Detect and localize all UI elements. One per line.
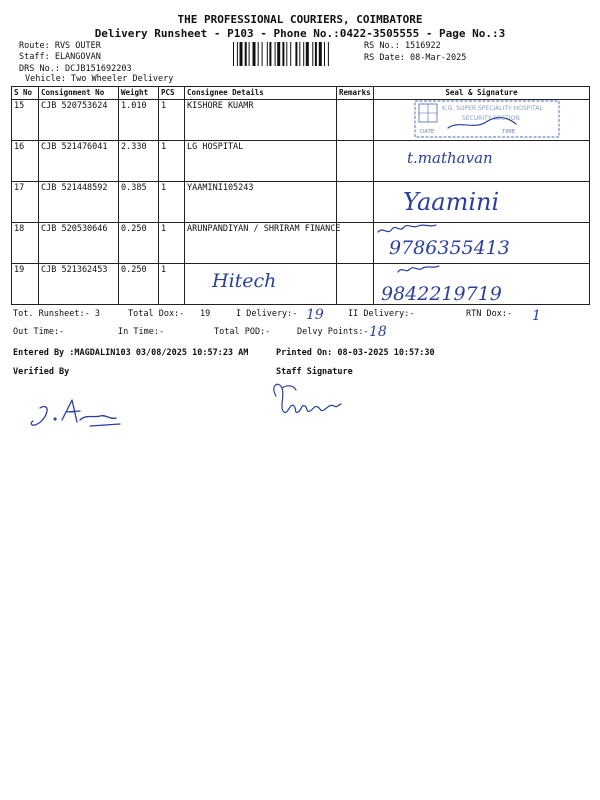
- col-weight: Weight: [119, 87, 159, 100]
- signature-row17: Yaamini: [403, 188, 500, 216]
- table-header-row: [12, 87, 590, 100]
- table-row: [12, 141, 590, 182]
- rs-date: RS Date: 08-Mar-2025: [364, 53, 467, 63]
- cell-weight: 2.330: [119, 141, 159, 182]
- stamp-time-label: TIME: [502, 129, 516, 135]
- cell-signature: [374, 264, 590, 305]
- cell-sno: 16: [12, 141, 39, 182]
- consignee-row19-handwritten: Hitech: [212, 270, 277, 292]
- verified-by-label: Verified By: [13, 367, 70, 377]
- staff-label: Staff: ELANGOVAN: [19, 52, 101, 62]
- ii-delivery-label: II Delivery:-: [348, 309, 415, 319]
- tot-runsheet: Tot. Runsheet:- 3: [13, 309, 100, 319]
- cell-consignment: CJB 521476041: [39, 141, 119, 182]
- cell-signature: [374, 223, 590, 264]
- i-delivery-value: 19: [306, 307, 324, 323]
- cell-consignee: ARUNPANDIYAN / SHRIRAM FINANCE: [185, 223, 337, 264]
- cell-remarks: [337, 141, 374, 182]
- table-row: [12, 264, 590, 305]
- col-sno: S No: [12, 87, 39, 100]
- col-remarks: Remarks: [337, 87, 374, 100]
- verifier-signature: [31, 400, 120, 426]
- cell-consignee: YAAMINI105243: [185, 182, 337, 223]
- cell-remarks: [337, 223, 374, 264]
- runsheet-subtitle: Delivery Runsheet - P103 - Phone No.:0422-3505555 - Page No.:3: [94, 27, 506, 40]
- cell-consignment: CJB 520530646: [39, 223, 119, 264]
- table-row: [12, 182, 590, 223]
- cell-pcs: 1: [159, 182, 185, 223]
- cell-weight: 0.385: [119, 182, 159, 223]
- total-dox-label: Total Dox:-: [128, 309, 185, 319]
- stamp-line2: SECURITY SECTION: [462, 115, 520, 122]
- staff-signature-label: Staff Signature: [276, 367, 353, 377]
- phone-row18: 9786355413: [389, 237, 510, 259]
- cell-remarks: [337, 100, 374, 141]
- cell-weight: 0.250: [119, 223, 159, 264]
- cell-consignment: CJB 521362453: [39, 264, 119, 305]
- cell-pcs: 1: [159, 264, 185, 305]
- col-seal-signature: Seal & Signature: [374, 87, 590, 100]
- cell-remarks: [337, 264, 374, 305]
- cell-sno: 17: [12, 182, 39, 223]
- cell-pcs: 1: [159, 223, 185, 264]
- cell-signature: [374, 182, 590, 223]
- cell-consignment: CJB 520753624: [39, 100, 119, 141]
- i-delivery-label: I Delivery:-: [236, 309, 298, 319]
- barcode-image: [232, 42, 358, 66]
- hospital-stamp: [414, 100, 560, 138]
- stamp-date-label: DATE: [420, 129, 435, 135]
- cell-sno: 15: [12, 100, 39, 141]
- cell-pcs: 1: [159, 141, 185, 182]
- cell-consignee: KISHORE KUAMR: [185, 100, 337, 141]
- vehicle-label: Vehicle: Two Wheeler Delivery: [25, 74, 174, 84]
- col-pcs: PCS: [159, 87, 185, 100]
- company-title: THE PROFESSIONAL COURIERS, COIMBATORE: [177, 13, 423, 26]
- total-pod-label: Total POD:-: [214, 327, 271, 337]
- delvy-points-value: 18: [369, 324, 387, 340]
- in-time-label: In Time:-: [118, 327, 165, 337]
- cell-weight: 0.250: [119, 264, 159, 305]
- drs-number: DRS No.: DCJB151692203: [19, 64, 132, 74]
- rs-number: RS No.: 1516922: [364, 41, 441, 51]
- col-consignment: Consignment No: [39, 87, 119, 100]
- cell-signature: [374, 141, 590, 182]
- table-row: [12, 223, 590, 264]
- stamp-line1: K.G. SUPER SPECIALITY HOSPITAL: [442, 105, 543, 112]
- cell-pcs: 1: [159, 100, 185, 141]
- cell-consignment: CJB 521448592: [39, 182, 119, 223]
- out-time-label: Out Time:-: [13, 327, 65, 337]
- phone-row19: 9842219719: [381, 283, 502, 305]
- rtn-dox-label: RTN Dox:-: [466, 309, 513, 319]
- entered-by: Entered By :MAGDALIN103 03/08/2025 10:57:23 AM: [13, 348, 249, 358]
- col-consignee: Consignee Details: [185, 87, 337, 100]
- route-label: Route: RVS OUTER: [19, 41, 101, 51]
- signature-row16: t.mathavan: [407, 149, 493, 167]
- cell-sno: 19: [12, 264, 39, 305]
- cell-remarks: [337, 182, 374, 223]
- cell-weight: 1.010: [119, 100, 159, 141]
- cell-sno: 18: [12, 223, 39, 264]
- rtn-value: 1: [532, 308, 541, 324]
- delvy-points-label: Delvy Points:-: [297, 327, 369, 337]
- cell-consignee: LG HOSPITAL: [185, 141, 337, 182]
- staff-signature: [274, 384, 341, 412]
- printed-on: Printed On: 08-03-2025 10:57:30: [276, 348, 435, 358]
- total-dox-value: 19: [200, 309, 211, 319]
- cell-consignee: [185, 264, 337, 305]
